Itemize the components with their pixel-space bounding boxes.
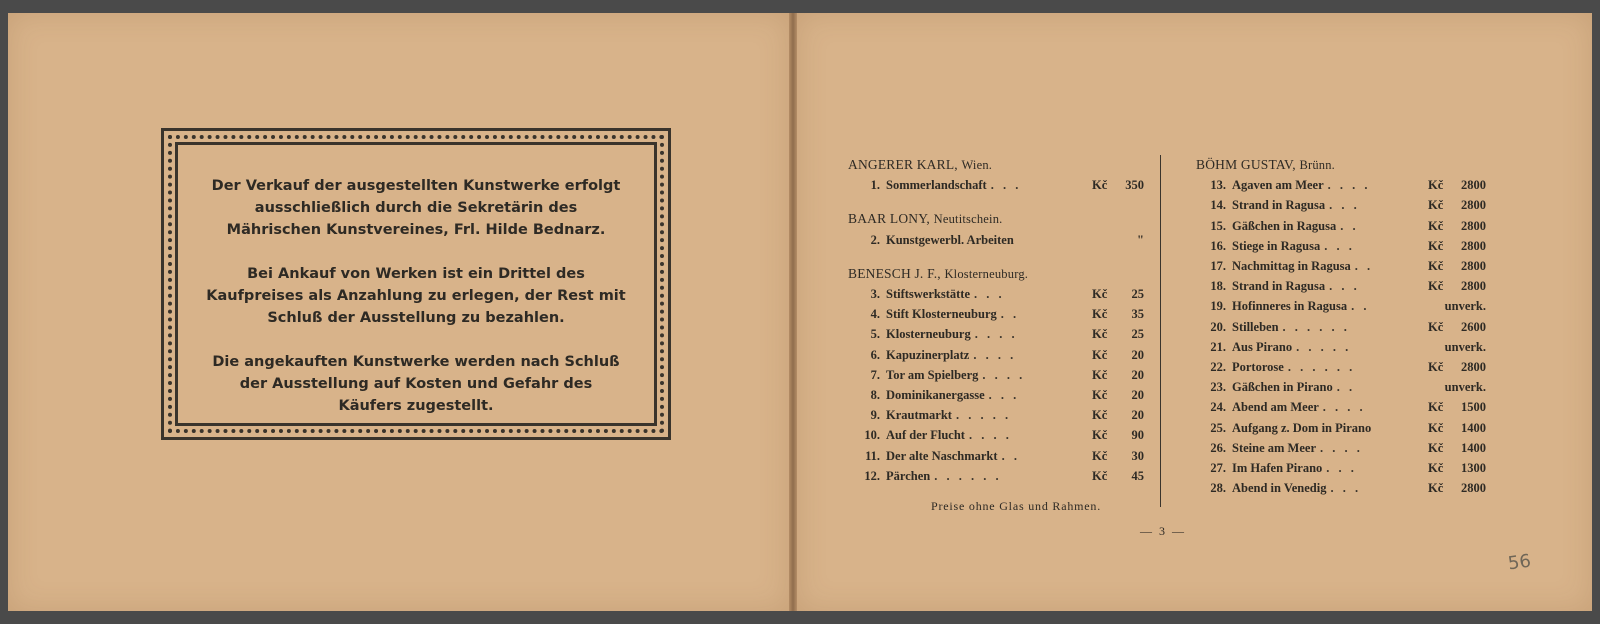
entry-leader-dots: . . . . [1327,178,1371,193]
entry-price: 1300 [1461,461,1486,476]
entry-currency: Kč [1428,218,1444,233]
entry-currency: Kč [1428,481,1444,496]
entry-price: unverk. [1444,380,1486,395]
entry-number: 12. [864,468,880,483]
entry-number: 9. [870,408,880,423]
entry-number: 4. [870,307,880,322]
entry-price: 20 [1131,347,1144,362]
artist-heading [848,209,1144,229]
entry-title: Gäßchen in Pirano [1232,380,1333,395]
entry-price: 35 [1131,307,1144,322]
entry-title: Nachmittag in Ragusa [1232,259,1351,274]
catalog-entry [1196,317,1486,337]
catalog-entry [848,425,1144,445]
entry-price: 90 [1131,428,1144,443]
entry-price: 20 [1131,367,1144,382]
entry-title: Strand in Ragusa [1232,279,1326,294]
catalog-entry [848,365,1144,385]
entry-number: 22. [1210,360,1226,375]
entry-price: 2800 [1461,218,1486,233]
section-gap [848,195,1144,209]
entry-price: " [1137,232,1144,247]
entry-number: 28. [1210,481,1226,496]
artist-name: BAAR LONY, [848,211,931,227]
entry-title: Kapuzinerplatz [886,347,970,362]
entry-leader-dots: . . [1340,218,1359,233]
entry-title: Aus Pirano [1232,339,1293,354]
entry-number: 27. [1210,461,1226,476]
notice-dotted-border [168,135,664,433]
sales-notice [175,142,657,426]
entry-leader-dots: . . . . [973,347,1017,362]
catalog-entry [1196,377,1486,397]
entry-leader-dots: . . [1000,307,1020,322]
column-divider [1160,155,1161,507]
entry-number: 26. [1210,440,1226,455]
entry-title: Aufgang z. Dom in Pirano [1232,420,1372,435]
entry-currency: Kč [1092,468,1108,483]
catalog-entry [1196,438,1486,458]
catalog-entry [1196,296,1486,316]
catalog-entry [1196,236,1486,256]
entry-number: 8. [870,388,880,403]
entry-leader-dots: . . [1351,299,1370,314]
catalog-entry [848,466,1144,486]
entry-currency: Kč [1428,400,1444,415]
entry-currency: Kč [1092,327,1108,342]
entry-title: Steine am Meer [1232,440,1316,455]
entry-leader-dots: . . . . . [1296,339,1352,354]
entry-currency: Kč [1428,461,1444,476]
entry-title: Agaven am Meer [1232,178,1324,193]
entry-number: 10. [864,428,880,443]
page-number: — 3 — [1140,524,1186,538]
entry-title: Stiftswerkstätte [886,287,971,302]
notice-paragraph-2: Bei Ankauf von Werken ist ein Drittel des Kaufpreises als Anzahlung zu erlegen, der Rest mit Schluß der Ausstellung zu bezahlen. [206,266,626,326]
entry-price: unverk. [1444,339,1486,354]
catalog-entry [1196,276,1486,296]
entry-title: Dominikanergasse [886,388,985,403]
entry-title: Stilleben [1232,319,1279,334]
book-gutter [789,13,797,611]
entry-number: 3. [870,287,880,302]
entry-number: 16. [1210,238,1226,253]
notice-paragraph-1: Der Verkauf der ausgestellten Kunstwerke erfolgt ausschließlich durch die Sekretärin des Mährischen Kunstvereines, Frl. Hilde Bednarz. [211,178,621,238]
entry-currency: Kč [1428,178,1444,193]
entry-currency: Kč [1092,388,1108,403]
entry-leader-dots: . . . . . . [934,468,1002,483]
entry-price: 350 [1125,178,1144,193]
entry-price: 2800 [1461,259,1486,274]
entry-title: Gäßchen in Ragusa [1232,218,1337,233]
entry-price: 2600 [1461,319,1486,334]
entry-number: 17. [1210,259,1226,274]
entry-title: Auf der Flucht [886,428,965,443]
entry-number: 5. [870,327,880,342]
entry-price: unverk. [1444,299,1486,314]
entry-price: 2800 [1461,238,1486,253]
entry-price: 2800 [1461,279,1486,294]
entry-title: Stift Klosterneuburg [886,307,997,322]
entry-title: Abend in Venedig [1232,481,1327,496]
price-footnote: Preise ohne Glas und Rahmen. [930,499,1102,514]
entry-number: 15. [1210,218,1226,233]
entry-leader-dots: . . . . [982,367,1026,382]
entry-leader-dots: . . . [988,388,1020,403]
entry-title: Hofinneres in Ragusa [1232,299,1348,314]
entry-leader-dots: . . . . . . [1282,319,1350,334]
catalog-entry [1196,478,1486,498]
entry-currency: Kč [1428,238,1444,253]
entry-title: Im Hafen Pirano [1232,461,1323,476]
artist-name: BENESCH J. F., [848,265,941,281]
catalog-entry [1196,418,1486,438]
catalog-entry [1196,195,1486,215]
entry-leader-dots: . . [1336,380,1356,395]
notice-paragraph-3: Die angekauften Kunstwerke werden nach Schluß der Ausstellung auf Kosten und Gefahr des Käufers zugestellt. [212,354,620,414]
entry-currency: Kč [1092,347,1108,362]
entry-title: Pärchen [886,468,931,483]
entry-number: 24. [1210,400,1226,415]
entry-currency: Kč [1428,420,1444,435]
entry-currency: Kč [1092,178,1108,193]
entry-number: 1. [870,178,880,193]
entry-currency: Kč [1092,448,1108,463]
artist-heading [848,264,1144,284]
artist-name: BÖHM GUSTAV, [1196,157,1296,172]
artist-city: Wien. [961,158,993,172]
entry-title: Abend am Meer [1232,400,1319,415]
artist-city: Neutitschein. [933,212,1003,227]
entry-title: Kunstgewerbl. Arbeiten [886,232,1014,247]
entry-leader-dots: . . . . . . [1287,360,1356,375]
entry-currency: Kč [1092,287,1108,302]
entry-leader-dots: . . . . [1320,440,1363,455]
entry-leader-dots: . . . . [1322,400,1366,415]
catalog-entry [848,304,1144,324]
catalog-entry [848,230,1144,250]
entry-price: 1400 [1461,420,1486,435]
entry-title: Portorose [1232,360,1284,375]
entry-title: Klosterneuburg [886,327,971,342]
entry-number: 19. [1210,299,1226,314]
entry-title: Krautmarkt [886,408,952,423]
entry-leader-dots: . . [1354,259,1374,274]
entry-leader-dots: . . . . [968,428,1012,443]
entry-number: 23. [1210,380,1226,395]
entry-currency: Kč [1092,408,1108,423]
artist-city: Klosterneuburg. [944,266,1029,281]
entry-leader-dots: . . . [990,178,1022,193]
entry-price: 1500 [1461,400,1486,415]
pencil-mark: 56 [1506,550,1533,575]
entry-currency: Kč [1428,279,1444,294]
entry-leader-dots: . . . [1326,461,1357,476]
entry-price: 20 [1131,408,1144,423]
entry-title: Tor am Spielberg [886,367,979,382]
entry-price: 2800 [1461,178,1486,193]
entry-title: Der alte Naschmarkt [886,448,998,463]
artist-heading [848,155,1144,175]
section-gap [848,250,1144,264]
catalog-entry [848,446,1144,466]
catalog-entry [1196,175,1486,195]
catalog-entry [848,175,1144,195]
sales-notice-frame [161,128,671,440]
artist-city: Brünn. [1299,158,1336,172]
entry-price: 1400 [1461,440,1486,455]
entry-number: 13. [1210,178,1226,193]
entry-currency: Kč [1428,440,1444,455]
entry-number: 11. [865,448,880,463]
catalog-entry [1196,216,1486,236]
entry-number: 20. [1210,319,1226,334]
entry-price: 25 [1131,287,1144,302]
entry-leader-dots: . . . . . [955,408,1012,423]
artist-name: ANGERER KARL, [848,157,958,172]
catalog-entry [848,385,1144,405]
entry-price: 30 [1131,448,1144,463]
entry-currency: Kč [1428,360,1444,375]
entry-leader-dots: . . [1001,448,1020,463]
catalog-entry [848,324,1144,344]
catalog-entry [1196,397,1486,417]
entry-number: 14. [1210,198,1226,213]
entry-title: Stiege in Ragusa [1232,238,1321,253]
entry-currency: Kč [1428,198,1444,213]
entry-currency: Kč [1092,307,1108,322]
catalog-entry [1196,256,1486,276]
entry-number: 2. [870,232,880,247]
entry-leader-dots: . . . [974,287,1005,302]
entry-price: 45 [1131,468,1144,483]
entry-number: 21. [1210,339,1226,354]
entry-price: 25 [1131,327,1144,342]
entry-number: 6. [870,347,880,362]
entry-number: 18. [1210,279,1226,294]
artist-heading [1196,155,1486,175]
catalog-entry [1196,458,1486,478]
entry-number: 25. [1210,420,1226,435]
entry-leader-dots: . . . [1329,198,1360,213]
entry-number: 7. [870,367,880,382]
catalog-entry [1196,357,1486,377]
entry-currency: Kč [1428,259,1444,274]
section-gap [848,486,1144,490]
entry-leader-dots: . . . [1329,279,1360,294]
entry-price: 2800 [1461,198,1486,213]
entry-price: 2800 [1461,360,1486,375]
entry-title: Sommerlandschaft [886,178,987,193]
catalog-entry [1196,337,1486,357]
entry-currency: Kč [1092,428,1108,443]
catalog-column-1 [848,155,1144,516]
catalog-column-2 [1196,155,1486,498]
entry-price: 20 [1131,388,1144,403]
catalog-entry [848,345,1144,365]
entry-leader-dots: . . . . [974,327,1018,342]
catalog-entry [848,405,1144,425]
entry-currency: Kč [1428,319,1444,334]
entry-currency: Kč [1092,367,1108,382]
entry-leader-dots: . . . [1330,481,1362,496]
entry-leader-dots: . . . [1324,238,1355,253]
entry-title: Strand in Ragusa [1232,198,1326,213]
entry-price: 2800 [1461,481,1486,496]
catalog-entry [848,284,1144,304]
